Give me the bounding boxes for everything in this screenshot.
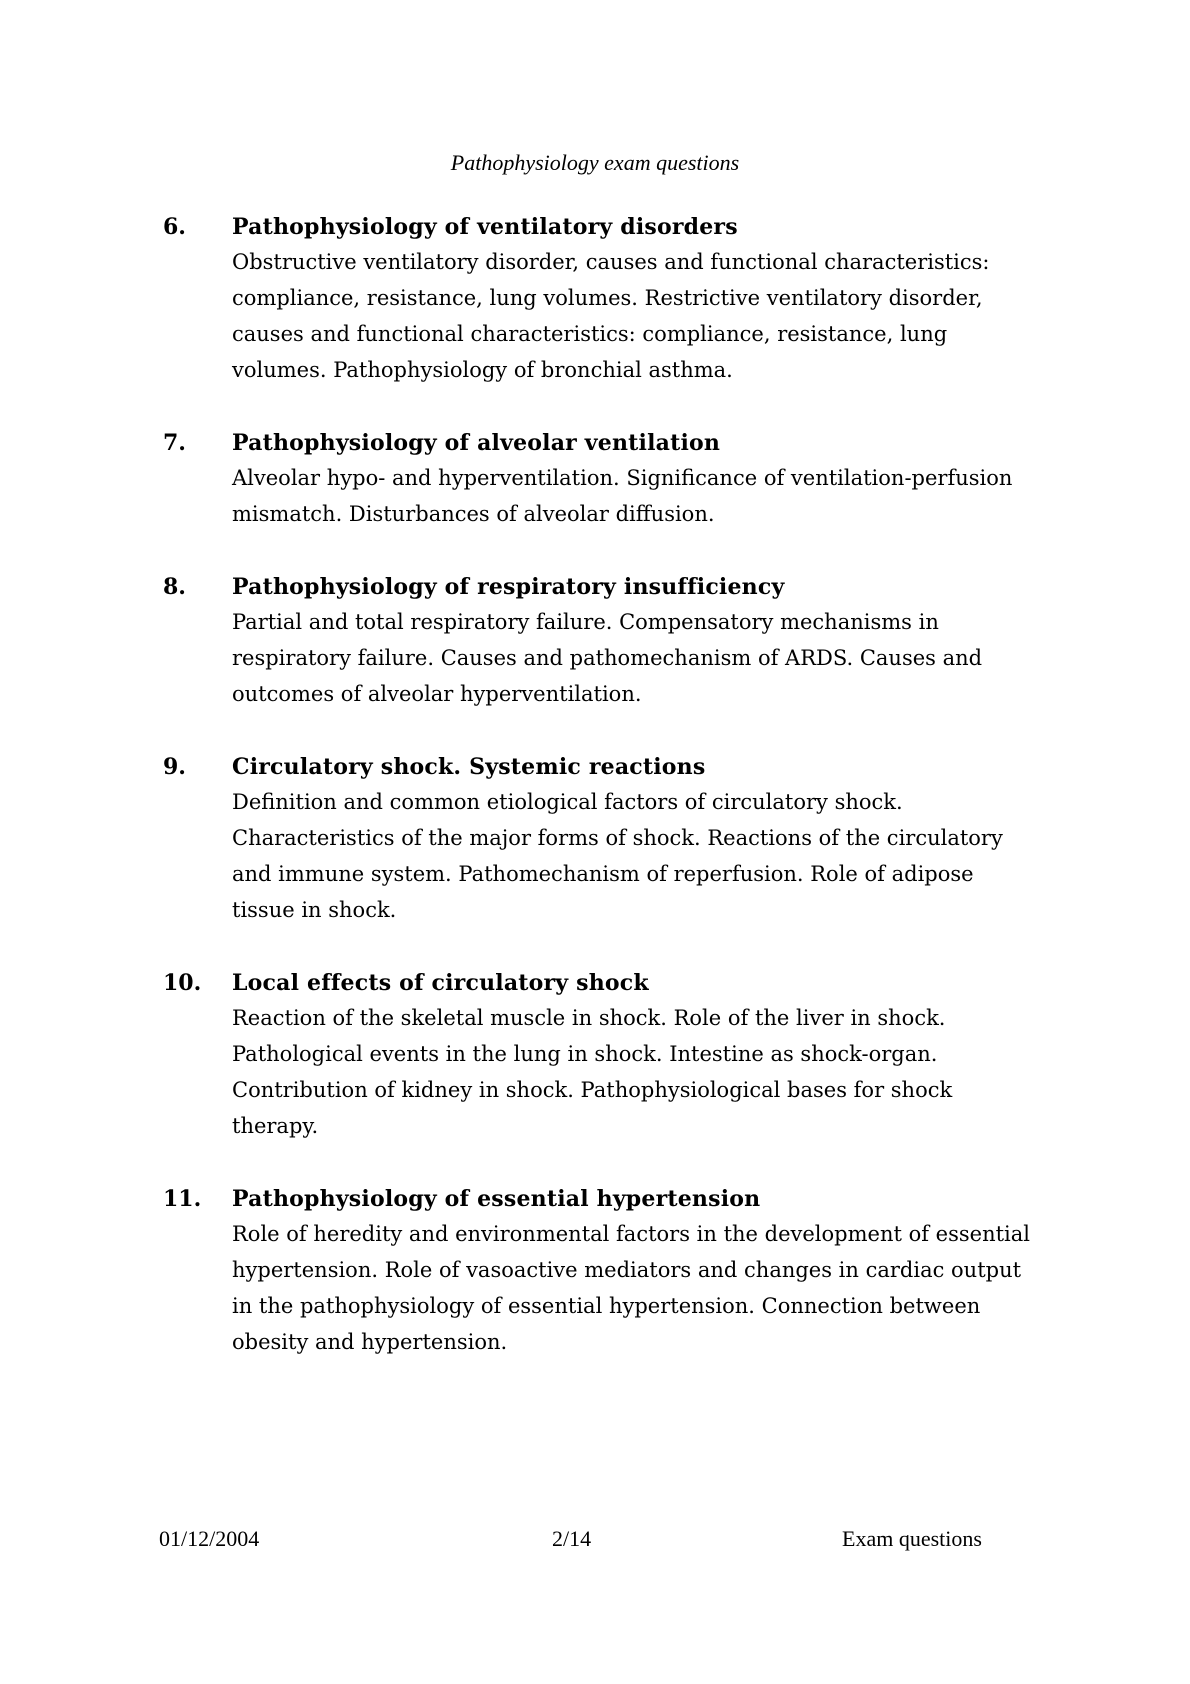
question-item (163, 750, 1043, 928)
question-item (163, 210, 1043, 388)
question-item (163, 426, 1043, 532)
question-number: 8. (163, 574, 186, 600)
footer-date: 01/12/2004 (159, 1526, 260, 1551)
question-text: Obstructive ventilatory disorder, causes and functional characteristics: compliance, resistance, lung volumes. Restrictive ventilatory disorder, causes and functional characteristics: compliance, resistance, lung volumes. Pathophysiology of bronchial asthma. (232, 250, 990, 382)
question-text: Partial and total respiratory failure. Compensatory mechanisms in respiratory failure. Causes and pathomechanism of ARDS. Causes and outcomes of alveolar hyperventilation. (232, 610, 983, 706)
question-item (163, 966, 1043, 1144)
question-number: 10. (163, 970, 202, 996)
question-list (163, 210, 1043, 1398)
question-item (163, 1182, 1043, 1360)
question-item (163, 570, 1043, 712)
page-footer (0, 1526, 1190, 1556)
question-title: Pathophysiology of essential hypertension (232, 1186, 761, 1212)
question-title: Local effects of circulatory shock (232, 970, 649, 996)
question-title: Pathophysiology of respiratory insufficiency (232, 574, 785, 600)
question-number: 11. (163, 1186, 202, 1212)
question-text: Alveolar hypo- and hyperventilation. Significance of ventilation-perfusion mismatch. Disturbances of alveolar diffusion. (232, 466, 1013, 526)
question-text: Definition and common etiological factors of circulatory shock. Characteristics of the major forms of shock. Reactions of the circulatory and immune system. Pathomechanism of reperfusion. Role of adipose tissue in shock. (232, 790, 1003, 922)
question-number: 7. (163, 430, 186, 456)
question-title: Circulatory shock. Systemic reactions (232, 754, 706, 780)
running-header: Pathophysiology exam questions (450, 150, 740, 175)
question-number: 9. (163, 754, 186, 780)
footer-label: Exam questions (842, 1526, 982, 1551)
question-number: 6. (163, 214, 186, 240)
question-text: Reaction of the skeletal muscle in shock. Role of the liver in shock. Pathological events in the lung in shock. Intestine as shock-organ. Contribution of kidney in shock. Pathophysiological bases for shock therapy. (232, 1006, 953, 1138)
question-text: Role of heredity and environmental factors in the development of essential hypertension. Role of vasoactive mediators and changes in cardiac output in the pathophysiology of essential hypertension. Connection between obesity and hypertension. (232, 1222, 1031, 1354)
question-title: Pathophysiology of alveolar ventilation (232, 430, 721, 456)
footer-page-number: 2/14 (552, 1526, 592, 1551)
question-title: Pathophysiology of ventilatory disorders (232, 214, 738, 240)
